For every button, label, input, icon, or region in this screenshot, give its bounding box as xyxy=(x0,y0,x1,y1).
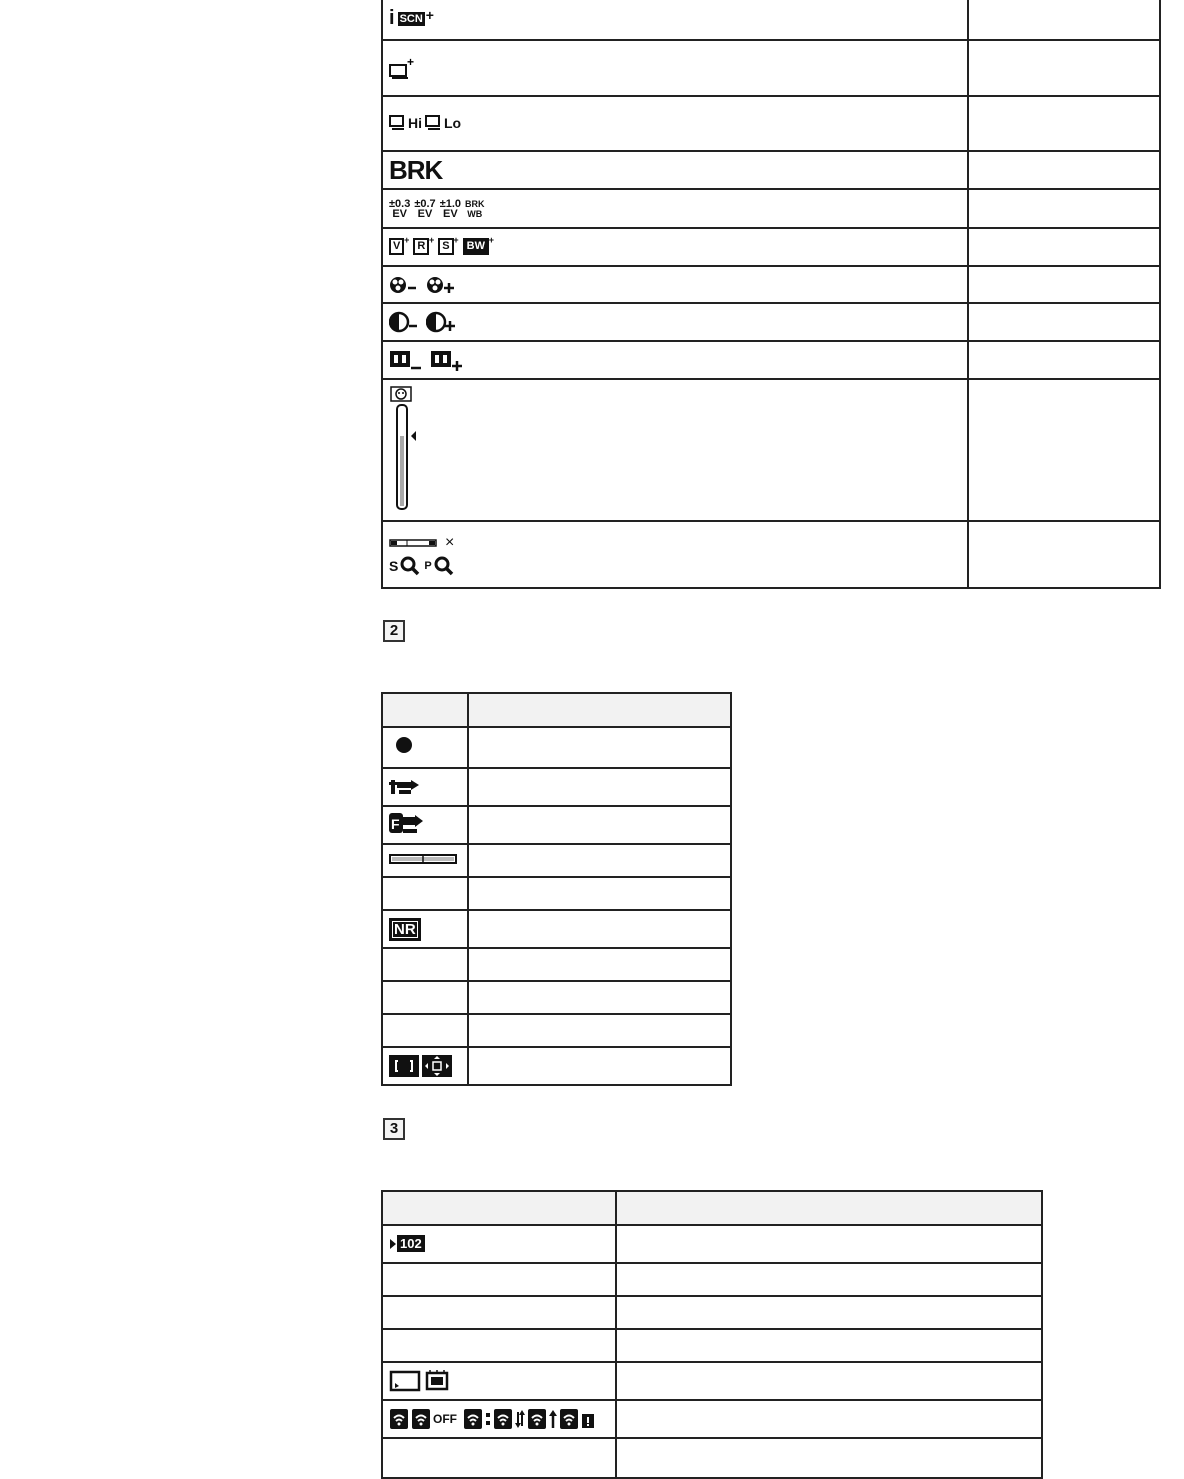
table-row xyxy=(382,303,1160,341)
section-2-marker: 2 xyxy=(383,620,405,642)
af-move-icon xyxy=(422,1055,452,1077)
table-row xyxy=(382,266,1160,303)
picture-effect-icons xyxy=(389,235,494,255)
continuous-hi-lo-icon: Hi Lo xyxy=(389,114,461,132)
indicator-table-2 xyxy=(381,692,732,1086)
icon-cell xyxy=(382,341,968,379)
desc-cell xyxy=(468,1014,731,1047)
icon-cell xyxy=(382,1263,616,1296)
header-cell xyxy=(468,693,731,727)
icon-cell xyxy=(382,981,468,1014)
table-row xyxy=(382,0,1160,40)
table-row xyxy=(382,948,731,981)
wifi-card-icon xyxy=(559,1408,579,1430)
recording-dot-icon xyxy=(389,734,419,756)
table-row xyxy=(382,768,731,806)
desc-cell xyxy=(468,1047,731,1085)
icon-cell xyxy=(382,303,968,341)
icon-cell xyxy=(382,266,968,303)
smile-shutter-slider-icon xyxy=(389,386,419,510)
icon-cell xyxy=(382,96,968,151)
contrast-icons xyxy=(389,311,460,333)
ev-03-icon: ±0.3 EV xyxy=(389,197,411,220)
desc-cell xyxy=(468,727,731,768)
desc-cell xyxy=(616,1329,1042,1362)
icon-cell xyxy=(382,806,468,844)
table-row xyxy=(382,189,1160,228)
table-header-row xyxy=(382,693,731,727)
upload-status-icons xyxy=(389,1408,595,1430)
desc-cell xyxy=(468,910,731,948)
magnifier-icon xyxy=(434,556,456,576)
continuous-plus-icon xyxy=(389,57,415,79)
indicator-table-3 xyxy=(381,1190,1043,1479)
icon-cell xyxy=(382,521,968,588)
desc-cell xyxy=(968,96,1160,151)
table-row xyxy=(382,96,1160,151)
section-3-marker: 3 xyxy=(383,1118,405,1140)
desc-cell xyxy=(968,189,1160,228)
wifi-card-icon xyxy=(493,1408,513,1430)
icon-cell xyxy=(382,1225,616,1263)
header-cell xyxy=(616,1191,1042,1225)
header-cell xyxy=(382,693,468,727)
desc-cell xyxy=(968,0,1160,40)
af-area-icons xyxy=(389,1055,452,1077)
indicator-table-1 xyxy=(381,0,1161,589)
saturation-icons xyxy=(389,275,460,295)
icon-cell xyxy=(382,1329,616,1362)
precision-zoom-label: P xyxy=(424,559,432,572)
desc-cell xyxy=(616,1400,1042,1438)
table-row xyxy=(382,1329,1042,1362)
desc-cell xyxy=(468,877,731,910)
table-row xyxy=(382,521,1160,588)
smart-zoom-label: S xyxy=(389,557,399,574)
desc-cell xyxy=(968,151,1160,189)
icon-cell xyxy=(382,768,468,806)
table-row xyxy=(382,877,731,910)
vivid-plus-icon: V + xyxy=(389,238,404,255)
desc-cell xyxy=(468,948,731,981)
desc-cell xyxy=(616,1263,1042,1296)
flash-charging-icon xyxy=(389,774,421,796)
wifi-card-icon xyxy=(527,1408,547,1430)
storage-icons xyxy=(389,1370,450,1392)
table-row xyxy=(382,1263,1042,1296)
icon-cell xyxy=(382,727,468,768)
wifi-card-icon xyxy=(463,1408,483,1430)
connecting-icon xyxy=(515,1408,525,1430)
wifi-card-icon xyxy=(411,1408,431,1430)
icon-cell xyxy=(382,189,968,228)
table-row xyxy=(382,910,731,948)
desc-cell xyxy=(616,1296,1042,1329)
ev-07-icon: ±0.7 EV xyxy=(414,197,436,220)
bw-plus-icon: BW + xyxy=(463,238,489,255)
table-row xyxy=(382,379,1160,521)
table-header-row xyxy=(382,1191,1042,1225)
desc-cell xyxy=(468,844,731,877)
table-row xyxy=(382,1362,1042,1400)
icon-cell xyxy=(382,1438,616,1478)
table-row xyxy=(382,1296,1042,1329)
upload-error-icon xyxy=(581,1408,595,1430)
icon-cell xyxy=(382,1014,468,1047)
svg-text:+: + xyxy=(407,57,415,69)
table-row xyxy=(382,40,1160,96)
svg-text:F: F xyxy=(391,815,400,832)
folder-number-icon: 102 xyxy=(389,1235,425,1252)
noise-reduction-icon: NR xyxy=(389,918,421,941)
icon-cell xyxy=(382,0,968,40)
upload-off-label: OFF xyxy=(433,1412,457,1426)
zoom-bar-icon xyxy=(389,853,459,865)
icon-cell xyxy=(382,844,468,877)
icon-cell xyxy=(382,877,468,910)
flash-icon xyxy=(389,811,425,835)
table-row xyxy=(382,341,1160,379)
desc-cell xyxy=(968,379,1160,521)
brk-wb-icon: BRK WB xyxy=(465,198,485,219)
memory-card-icon xyxy=(389,1370,421,1392)
table-row xyxy=(382,1400,1042,1438)
icon-cell xyxy=(382,379,968,521)
desc-cell xyxy=(968,228,1160,266)
table-row xyxy=(382,1047,731,1085)
bracket-label: BRK xyxy=(389,154,443,185)
desc-cell xyxy=(468,981,731,1014)
icon-cell xyxy=(382,40,968,96)
soft-plus-icon: S + xyxy=(438,238,453,255)
icon-cell xyxy=(382,151,968,189)
icon-cell xyxy=(382,1047,468,1085)
icon-cell xyxy=(382,1362,616,1400)
desc-cell xyxy=(616,1438,1042,1478)
intelligent-scene-plus-icon: i SCN + xyxy=(389,6,434,29)
zoom-type-icons xyxy=(389,556,967,576)
table-row xyxy=(382,228,1160,266)
desc-cell xyxy=(468,768,731,806)
table-row xyxy=(382,151,1160,189)
desc-cell xyxy=(968,40,1160,96)
desc-cell xyxy=(616,1225,1042,1263)
ev-10-icon: ±1.0 EV xyxy=(439,197,462,220)
zoom-scale-icon xyxy=(389,534,967,552)
zoom-multiplier: × xyxy=(445,533,455,551)
desc-cell xyxy=(616,1362,1042,1400)
table-row xyxy=(382,844,731,877)
uploading-arrow-icon xyxy=(549,1408,557,1430)
standby-icon xyxy=(485,1408,491,1430)
sharpness-icons xyxy=(389,349,468,371)
desc-cell xyxy=(968,303,1160,341)
icon-cell xyxy=(382,228,968,266)
icon-cell xyxy=(382,1400,616,1438)
header-cell xyxy=(382,1191,616,1225)
icon-cell xyxy=(382,910,468,948)
table-row xyxy=(382,1438,1042,1478)
af-frame-icon xyxy=(389,1055,419,1077)
desc-cell xyxy=(968,521,1160,588)
icon-cell xyxy=(382,948,468,981)
table-row xyxy=(382,1014,731,1047)
icon-cell xyxy=(382,1296,616,1329)
table-row xyxy=(382,981,731,1014)
magnifier-icon xyxy=(400,556,422,576)
internal-memory-icon xyxy=(424,1370,450,1392)
desc-cell xyxy=(468,806,731,844)
wifi-card-icon xyxy=(389,1408,409,1430)
desc-cell xyxy=(968,266,1160,303)
table-row xyxy=(382,727,731,768)
table-row xyxy=(382,1225,1042,1263)
table-row xyxy=(382,806,731,844)
exposure-bracket-icons xyxy=(389,199,485,219)
rich-plus-icon: R + xyxy=(413,238,429,255)
desc-cell xyxy=(968,341,1160,379)
